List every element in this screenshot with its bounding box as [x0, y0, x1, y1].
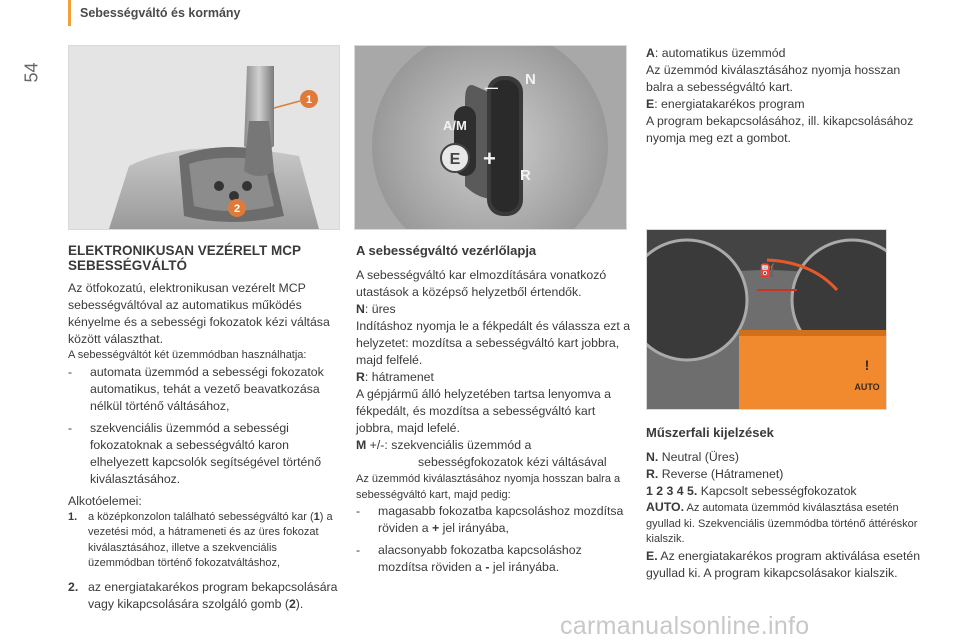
intro-paragraph: Az ötfokozatú, elektronikusan vezérelt MCP sebességváltóval az automatikus működés kényelme és a sebességi fokozatok kézi váltása között választhat. [68, 281, 330, 346]
gate-label-r: R [520, 167, 531, 184]
gate-label-minus: — [485, 80, 498, 95]
manual-line-2: sebességfokozatok kézi váltásával [418, 455, 607, 469]
column-1 [68, 243, 343, 613]
item-number: 1. [68, 510, 78, 523]
column-3-top [646, 45, 921, 147]
gate-label-n: N [525, 71, 536, 88]
svg-text:⛽: ⛽ [759, 263, 776, 278]
display-items-list [646, 449, 921, 582]
display-item-eco: E. Az energiatakarékos program aktiválása esetén gyullad ki. A program kikapcsolásakor kialszik. [646, 548, 921, 580]
column-2 [356, 243, 631, 576]
mode-text: szekvenciális üzemmód a sebességi fokozatoknak a sebességváltó karon elhelyezett kapcsolók segítségével történő kiválasztásához. [90, 420, 322, 486]
mode-text: automata üzemmód a sebességi fokozatok automatikus, tehát a vezető beavatkozása nélkül történő váltásához, [90, 364, 324, 413]
gate-label-plus: + [483, 146, 496, 171]
gate-label-e: E [449, 151, 461, 168]
display-item-neutral: N. Neutral (Üres) [646, 450, 739, 464]
display-auto-label: AUTO [854, 382, 880, 392]
display-indicator: ! [864, 357, 870, 373]
item-number: 2. [68, 579, 79, 594]
downshift-item: - alacsonyabb fokozatba kapcsoláshoz mozdítsa röviden a - jel irányába. [356, 543, 582, 574]
neutral-line: N: üres [356, 302, 396, 316]
bullet-mark: - [68, 364, 73, 379]
watermark: carmanualsonline.info [560, 612, 810, 640]
auto-mode-line: A: automatikus üzemmód [646, 46, 786, 60]
instrument-panel-illustration [647, 230, 886, 409]
bullet-mark: - [68, 420, 73, 435]
display-item-auto: AUTO. Az automata üzemmód kiválasztása esetén gyullad ki. Szekvenciális üzemmódba történő áttéréskor kialszik. [646, 500, 918, 545]
gear-gate-illustration [355, 46, 626, 229]
auto-mode-description: Az üzemmód kiválasztásához nyomja hosszan balra a sebességváltó kart. [646, 63, 901, 94]
section-title-line1: ELEKTRONIKUSAN VEZÉRELT MCP [68, 243, 302, 258]
gear-gate-figure [354, 45, 627, 230]
gate-label-am: A/M [443, 118, 467, 133]
callout-2-label: 2 [233, 203, 241, 215]
component-item-1: 1. a középkonzolon található sebességváltó kar (1) a vezetési mód, a hátrameneti és az üres fokozat kiválasztásához, illetve a szekvenciális üzemmódban történő fokozatváltáshoz, [68, 510, 333, 569]
reverse-description: A gépjármű álló helyzetében tartsa lenyomva a fékpedált, és mozdítsa a sebességváltó kart jobbra, majd lefelé. [356, 387, 611, 435]
components-lead: Alkotóelemei: [68, 493, 142, 508]
page-number-box [22, 62, 42, 92]
instrument-panel-figure [646, 229, 887, 410]
column-3-bottom [646, 425, 921, 582]
display-section-title: Műszerfali kijelzések [646, 425, 774, 440]
manual-line: M +/-: szekvenciális üzemmód a [356, 438, 532, 452]
modes-lead: A sebességváltót két üzemmódban használhatja: [68, 349, 307, 361]
section-title: A sebességváltó vezérlőlapja [356, 243, 537, 258]
component-item-2: 2. az energiatakarékos program bekapcsolására vagy kikapcsolására szolgáló gomb (2). [68, 579, 338, 611]
neutral-description: Indításhoz nyomja le a fékpedált és válassza ezt a helyzetet: mozdítsa a sebességváltó kart jobbra, majd felfelé. [356, 319, 631, 367]
gear-lever-figure [68, 45, 340, 230]
page-number: 54 [21, 62, 42, 83]
mode-item-sequential [68, 420, 343, 488]
chapter-title: Sebességváltó és kormány [80, 6, 241, 20]
display-item-gears: 1 2 3 4 5. Kapcsolt sebességfokozatok [646, 484, 857, 498]
reverse-line: R: hátramenet [356, 370, 434, 384]
eco-mode-line: E: energiatakarékos program [646, 97, 805, 111]
callout-1-label: 1 [305, 94, 313, 106]
display-item-reverse: R. Reverse (Hátramenet) [646, 467, 784, 481]
eco-mode-description: A program bekapcsolásához, ill. kikapcsolásához nyomja meg ezt a gombot. [646, 114, 914, 145]
intro-paragraph: A sebességváltó kar elmozdítására vonatkozó utastások a középső helyzetből értendők. [356, 268, 607, 299]
upshift-item: - magasabb fokozatba kapcsoláshoz mozdítsa röviden a + jel irányába, [356, 504, 624, 535]
section-title-line2: SEBESSÉGVÁLTÓ [68, 258, 188, 273]
header-accent-bar [68, 0, 71, 26]
gear-lever-illustration [69, 46, 339, 229]
mode-item-automatic [68, 364, 343, 415]
select-lead: Az üzemmód kiválasztásához nyomja hosszan balra a sebességváltó kart, majd pedig: [356, 473, 621, 501]
